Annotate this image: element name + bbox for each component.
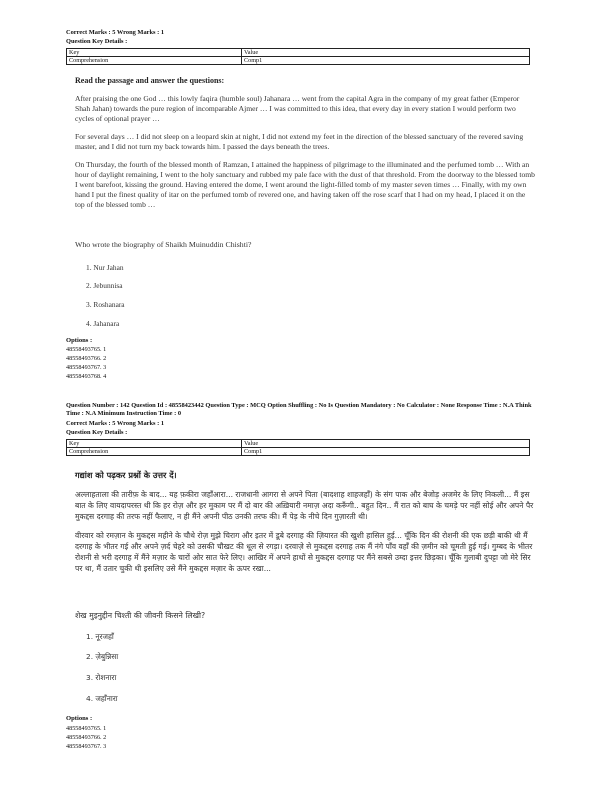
q1-marks: Correct Marks : 5 Wrong Marks : 1: [66, 29, 165, 36]
q2-paragraph: अल्लाहताला की तारीफ़ के बाद... यह फ़कीरा जहाँआरा... राजधानी आगरा से अपने पिता (बादशाह शाहजहाँ) के संग पाक और बेजोड़ अजमेर के लिए निकली... मैं इस बात के लिए वायदापरस्त थी कि हर रोज़ और हर मुकाम पर मैं दो बार की अख़ियारी नमाज़ अदा करूँगी.. बहुत दिन.. मैं रात को बाघ के चमड़े पर नहीं सोई और अपने पैर मुकद्दस दरगाह की तरफ नहीं फैलाए, न ही मैंने अपनी पीठ उनकी तरफ की। मैं पेड़ के नीचे दिन गुज़ारती थी।: [75, 490, 534, 521]
q2-option-id: 48558493766. 2: [66, 734, 107, 741]
q2-value-cell: Comp1: [242, 448, 530, 456]
q1-value-header: Value: [242, 49, 530, 57]
q2-option-2[interactable]: 2. ज़ेबुन्निसा: [86, 652, 119, 661]
q1-option-id: 48558493766. 2: [66, 355, 107, 362]
q1-question-text: Who wrote the biography of Shaikh Muinuddin Chishti?: [75, 240, 252, 249]
q1-paragraph: On Thursday, the fourth of the blessed month of Ramzan, I attained the happiness of pilgrimage to the illuminated and the perfumed tomb … With an hour of daylight remaining, I went to the holy sanctuary and rubbed my pale face with the dust of that threshold. From the doorway to the blessed tomb I went barefoot, kissing the ground. Having entered the dome, I went around the light-filled tomb of my master seven times … Finally, with my own hand I put the finest quality of itar on the perfumed tomb of revered one, and having taken off the rose scarf that I had on my head, I placed it on the top of the blessed tomb …: [75, 160, 535, 209]
q2-option-1[interactable]: 1. नूरजहाँ: [86, 632, 114, 641]
q1-option-1[interactable]: 1. Nur Jahan: [86, 263, 124, 272]
q2-value-header: Value: [242, 440, 530, 448]
q1-paragraph: For several days … I did not sleep on a leopard skin at night, I did not extend my feet in the direction of the blessed sanctuary of the revered saving master, and I did not turn my back towards him. I passed the days beneath the trees.: [75, 132, 524, 151]
q1-option-id: 48558493767. 3: [66, 364, 107, 371]
q2-passage: [75, 470, 537, 582]
q2-key-header: Key: [67, 440, 242, 448]
q2-option-id: 48558493767. 3: [66, 743, 107, 750]
q2-question-text: शेख मुइनुद्दीन चिश्ती की जीवनी किसने लिखी?: [75, 611, 206, 620]
q1-option-id: 48558493765. 1: [66, 346, 107, 353]
q2-key-details-label: Question Key Details :: [66, 429, 128, 436]
q2-key-table: [66, 439, 530, 456]
q2-option-id: 48558493765. 1: [66, 725, 107, 732]
q1-option-3[interactable]: 3. Roshanara: [86, 300, 125, 309]
q1-key-table: [66, 48, 530, 65]
q1-key-header: Key: [67, 49, 242, 57]
q2-key-cell: Comprehension: [67, 448, 242, 456]
q2-question-header: Question Number : 142 Question Id : 48558423442 Question Type : MCQ Option Shuffling : No Is Question Mandatory : No Calculator : None Response Time : N.A Think Time : N.A Minimum Instruction Time : 0: [66, 402, 532, 417]
q1-key-details-label: Question Key Details :: [66, 38, 128, 45]
q1-option-2[interactable]: 2. Jebunnisa: [86, 281, 123, 290]
q2-marks: Correct Marks : 5 Wrong Marks : 1: [66, 420, 165, 427]
q1-passage: [75, 76, 535, 218]
q1-passage-heading: Read the passage and answer the questions:: [75, 76, 225, 85]
q2-passage-heading: गद्यांश को पढ़कर प्रश्नों के उत्तर दें।: [75, 470, 177, 480]
q1-key-cell: Comprehension: [67, 57, 242, 65]
q2-option-3[interactable]: 3. रोशनारा: [86, 673, 117, 682]
q1-paragraph: After praising the one God … this lowly faqira (humble soul) Jahanara … went from the capital Agra in the company of my great father (Emperor Shah Jahan) towards the pure region of incomparable Ajmer … I was committed to this idea, that every day in every station I would perform two cycles of optional prayer …: [75, 94, 520, 123]
q1-option-id: 48558493768. 4: [66, 373, 107, 380]
q1-option-4[interactable]: 4. Jahanara: [86, 319, 120, 328]
q2-options-title: Options :: [66, 715, 93, 722]
q2-option-4[interactable]: 4. जहाँनारा: [86, 694, 118, 703]
q1-value-cell: Comp1: [242, 57, 530, 65]
q1-options-title: Options :: [66, 337, 93, 344]
q2-paragraph: वीरवार को रमज़ान के मुकद्दस महीने के चौथे रोज़ मुझे चिराग और इतर में डूबे दरगाह की ज़ियारत की खुशी हासिल हुई... चूँकि दिन की रोशनी की एक छड़ी बाकी थी मैं दरगाह के भीतर गई और अपने ज़र्द चेहरे को उसकी चौखट की धूल से रगड़ा। दरवाज़े से मुकद्दस दरगाह तक मैं नंगे पाँव वहाँ की ज़मीन को चूमती हुई गई। गुम्बद के भीतर रोशनी से भरी दरगाह में मैंने मज़ार के चारों ओर सात फेरे लिए। आखिर में अपने हाथों से मुकद्दस दरगाह पर मैंने सबसे उम्दा इत्तर छिड़का। चूँकि गुलाबी दुपट्टा जो मेरे सिर पर था, मैं उतार चुकी थी इसलिए उसे मैंने मुकद्दस मज़ार के ऊपर रखा...: [75, 531, 533, 573]
